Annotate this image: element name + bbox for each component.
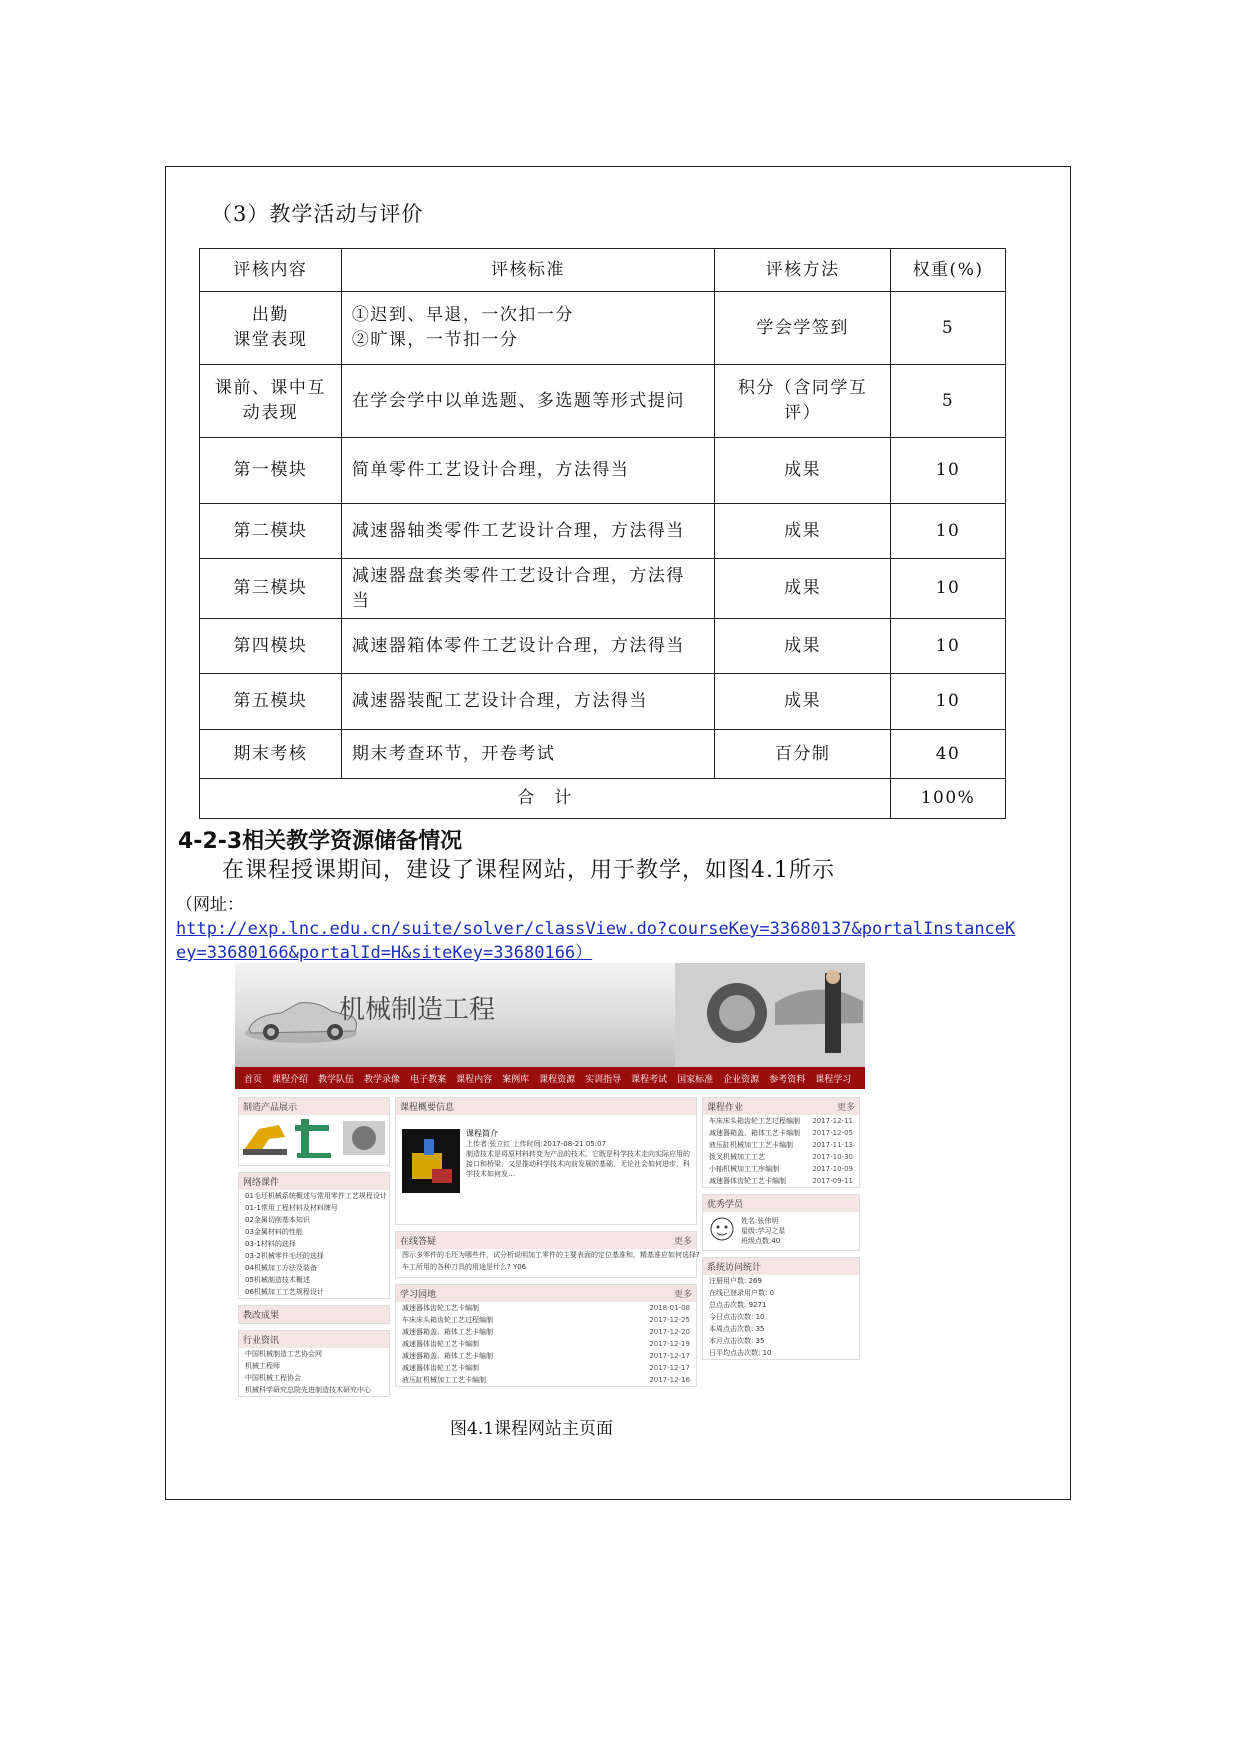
list-item-date: 2017-12-16 (649, 1376, 690, 1384)
assessment-weight-cell: 10 (891, 674, 1006, 730)
table-row (200, 619, 1006, 674)
intro-text: 制造技术是将原材料转变为产品的技术，它既是科学技术走向实际应用的接口和桥梁，又是推动科学技术向前发展的基础，无论社会如何进步，科学技术如何发… (466, 1150, 690, 1178)
assessment-standard-cell: 减速器盘套类零件工艺设计合理，方法得 当 (341, 559, 714, 619)
overview-panel (395, 1097, 697, 1225)
courseware-link[interactable]: 06机械加工工艺规程设计 (245, 1288, 324, 1296)
courseware-link[interactable]: 01毛坯机械系统概述与常用零件工艺规程设计 (245, 1192, 387, 1200)
stats-item[interactable]: 注册用户数: 269 (709, 1277, 762, 1285)
assessment-content-cell: 第三模块 (200, 559, 342, 619)
more-link[interactable]: 更多 (673, 1290, 692, 1300)
list-item-date: 2017-09-11 (812, 1177, 853, 1185)
industry-panel (238, 1330, 390, 1397)
assessment-weight-cell: 10 (891, 438, 1006, 504)
list-item-date: 2017-12-17 (649, 1352, 690, 1360)
panel-title: 教改成果 (243, 1311, 280, 1321)
total-weight: 100% (891, 779, 1006, 819)
qa-link[interactable]: 车工所用的各种刀具的用途是什么? Y06 (402, 1263, 527, 1271)
list-item-date: 2017-12-17 (649, 1364, 690, 1372)
assessment-weight-cell: 40 (891, 730, 1006, 779)
nav-item[interactable]: 教学队伍 (318, 1074, 355, 1085)
industry-link[interactable]: 中国机械工程协会 (245, 1374, 301, 1382)
assessment-weight-cell: 10 (891, 504, 1006, 559)
panel-title: 优秀学员 (707, 1200, 744, 1210)
more-link[interactable]: 更多 (673, 1237, 692, 1247)
assessment-method-cell: 成果 (715, 559, 891, 619)
list-item-title: 减速器体齿轮工艺卡编制 (709, 1177, 786, 1185)
list-item-date: 2017-12-11 (812, 1117, 853, 1125)
assessment-content-cell: 第四模块 (200, 619, 342, 674)
panel-title: 课程作业 (707, 1103, 744, 1113)
assessment-content-cell: 出勤 课堂表现 (200, 292, 342, 365)
stats-panel (702, 1257, 860, 1360)
homework-link[interactable] (703, 1139, 859, 1151)
header-cell: 评核内容 (200, 249, 342, 292)
assessment-standard-cell: 减速器轴类零件工艺设计合理，方法得当 (341, 504, 714, 559)
garden-link[interactable] (396, 1350, 696, 1362)
nav-item[interactable]: 参考资料 (769, 1074, 806, 1085)
stats-item[interactable]: 在线已登录用户数: 0 (709, 1289, 775, 1297)
assessment-method-cell: 成果 (715, 504, 891, 559)
assessment-method-cell: 百分制 (715, 730, 891, 779)
assessment-weight-cell: 10 (891, 559, 1006, 619)
table-row (200, 504, 1006, 559)
courseware-link[interactable]: 02金属切削基本知识 (245, 1216, 310, 1224)
header-cell: 评核标准 (341, 249, 714, 292)
intro-image (402, 1129, 460, 1193)
list-item-date: 2017-10-09 (812, 1165, 853, 1173)
assessment-standard-cell: 简单零件工艺设计合理，方法得当 (341, 438, 714, 504)
nav-item[interactable]: 实训指导 (585, 1074, 622, 1085)
students-panel (702, 1194, 860, 1251)
panel-title: 系统访问统计 (707, 1263, 762, 1273)
industry-link[interactable]: 中国机械制造工艺协会网 (245, 1350, 322, 1358)
courseware-panel (238, 1172, 390, 1299)
stats-item[interactable]: 本周点击次数: 35 (709, 1325, 765, 1333)
list-item-title: 减速器体齿轮工艺卡编制 (402, 1340, 479, 1348)
nav-item[interactable]: 课程学习 (815, 1074, 852, 1085)
nav-item[interactable]: 案例库 (502, 1074, 530, 1085)
list-item-title: 减速器箱盖、箱体工艺卡编制 (709, 1129, 800, 1137)
course-url-link[interactable]: http://exp.lnc.edu.cn/suite/solver/classView.do?courseKey=33680137&portalInstanceKey=33680166&portalId=H&siteKey=33680166） (176, 919, 1016, 963)
assessment-weight-cell: 10 (891, 619, 1006, 674)
assessment-standard-cell: ①迟到、早退，一次扣一分 ②旷课，一节扣一分 (341, 292, 714, 365)
homework-link[interactable] (703, 1163, 859, 1175)
list-item-date: 2017-12-05 (812, 1129, 853, 1137)
site-banner (235, 963, 865, 1067)
assessment-content-cell: 第五模块 (200, 674, 342, 730)
nav-item[interactable]: 课程内容 (456, 1074, 493, 1085)
header-cell: 权重(%) (891, 249, 1006, 292)
table-row (200, 438, 1006, 504)
list-item-title: 减速器体齿轮工艺卡编制 (402, 1304, 479, 1312)
garden-link[interactable] (396, 1314, 696, 1326)
products-panel (238, 1097, 390, 1166)
industry-link[interactable]: 机械科学研究总院先进制造技术研究中心 (245, 1386, 371, 1394)
middle-column (395, 1097, 700, 1393)
assessment-standard-cell: 期末考查环节，开卷考试 (341, 730, 714, 779)
assessment-method-cell: 学会学签到 (715, 292, 891, 365)
homework-link[interactable] (703, 1175, 859, 1187)
reform-panel (238, 1305, 390, 1324)
assessment-method-cell: 成果 (715, 619, 891, 674)
stats-item[interactable]: 总点击次数: 9271 (709, 1301, 767, 1309)
assessment-standard-cell: 减速器箱体零件工艺设计合理，方法得当 (341, 619, 714, 674)
nav-item[interactable]: 教学录像 (364, 1074, 401, 1085)
garden-link[interactable] (396, 1338, 696, 1350)
banner-collage-image (675, 963, 865, 1067)
list-item-title: 小轴机械加工工序编制 (709, 1165, 779, 1173)
student-name: 姓名:张伟明 (741, 1217, 779, 1225)
garden-panel (395, 1284, 697, 1387)
site-title: 机械制造工程 (339, 995, 496, 1025)
table-row (200, 365, 1006, 438)
table-total-row (200, 779, 1006, 819)
list-item-title: 减速器体齿轮工艺卡编制 (402, 1364, 479, 1372)
assessment-standard-cell: 减速器装配工艺设计合理，方法得当 (341, 674, 714, 730)
homework-link[interactable] (703, 1127, 859, 1139)
list-item-date: 2017-12-20 (649, 1328, 690, 1336)
student-avatar (709, 1216, 735, 1246)
assessment-standard-cell: 在学会学中以单选题、多选题等形式提问 (341, 365, 714, 438)
courseware-link[interactable]: 04机械加工方法及装备 (245, 1264, 317, 1272)
homework-link[interactable] (703, 1151, 859, 1163)
list-item-title: 液压缸机械加工工艺卡编制 (709, 1141, 793, 1149)
list-item-title: 车床床头箱齿轮工艺过程编制 (709, 1117, 800, 1125)
list-item-date: 2017-12-25 (649, 1316, 690, 1324)
list-item-title: 液压缸机械加工工艺卡编制 (402, 1376, 486, 1384)
garden-link[interactable] (396, 1362, 696, 1374)
nav-item[interactable]: 企业资源 (723, 1074, 760, 1085)
qa-link[interactable]: 图示多零件的毛坯为哪些件，试分析说明加工零件的主要表面的定位基准和，精基准应如何选择? (402, 1251, 700, 1259)
site-nav (235, 1067, 865, 1089)
assessment-content-cell: 第二模块 (200, 504, 342, 559)
table-row (200, 730, 1006, 779)
assessment-content-cell: 课前、课中互 动表现 (200, 365, 342, 438)
stats-item[interactable]: 本月点击次数: 35 (709, 1337, 765, 1345)
assessment-method-cell: 成果 (715, 438, 891, 504)
homework-link[interactable] (703, 1115, 859, 1127)
section-heading: 4-2-3相关教学资源储备情况 (178, 829, 463, 854)
panel-title: 学习园地 (400, 1290, 437, 1300)
total-label: 合 计 (200, 779, 891, 819)
right-column (702, 1097, 860, 1366)
stats-item[interactable]: 今日点击次数: 10 (709, 1313, 765, 1321)
section-title: （3）教学活动与评价 (211, 202, 424, 226)
paragraph: 在课程授课期间，建设了课程网站，用于教学，如图4.1所示 (222, 858, 835, 883)
intro-meta: 上传者:张立红 上传时间:2017-08-21 05:07 (466, 1140, 607, 1148)
table-header-row (200, 249, 1006, 292)
table-row (200, 292, 1006, 365)
nav-item[interactable]: 课程介绍 (272, 1074, 309, 1085)
nav-item[interactable]: 电子教案 (410, 1074, 447, 1085)
garden-link[interactable] (396, 1326, 696, 1338)
stats-item[interactable]: 日平均点击次数: 10 (709, 1349, 772, 1357)
student-score: 班级点数:40 (741, 1237, 781, 1245)
url-prefix: （网址： (176, 895, 244, 915)
homework-panel (702, 1097, 860, 1188)
panel-title: 网络课件 (243, 1178, 280, 1188)
assessment-content-cell: 第一模块 (200, 438, 342, 504)
list-item-date: 2017-11-13 (812, 1141, 853, 1149)
industry-link[interactable]: 机械工程师 (245, 1362, 280, 1370)
courseware-link[interactable]: 01-1常用工程材料及材料牌号 (245, 1204, 338, 1212)
nav-item[interactable]: 首页 (244, 1074, 263, 1085)
panel-title: 制造产品展示 (243, 1103, 298, 1113)
assessment-content-cell: 期末考核 (200, 730, 342, 779)
list-item-title: 车床床头箱齿轮工艺过程编制 (402, 1316, 493, 1324)
garden-link[interactable] (396, 1302, 696, 1314)
student-rank: 星级:学习之星 (741, 1227, 786, 1235)
list-item-date: 2018-01-08 (649, 1304, 690, 1312)
more-link[interactable]: 更多 (836, 1103, 855, 1113)
list-item-title: 拨叉机械加工工艺 (709, 1153, 765, 1161)
assessment-weight-cell: 5 (891, 292, 1006, 365)
intro-title: 课程简介 (466, 1129, 498, 1138)
courseware-link[interactable]: 03-2机械零件毛坯的选择 (245, 1252, 324, 1260)
courseware-link[interactable]: 05机械制造技术概述 (245, 1276, 310, 1284)
evaluation-table (199, 248, 1006, 819)
nav-item[interactable]: 国家标准 (677, 1074, 714, 1085)
list-item-date: 2017-10-30 (812, 1153, 853, 1161)
table-row (200, 674, 1006, 730)
panel-title: 在线答疑 (400, 1237, 437, 1247)
list-item-title: 减速器箱盖、箱体工艺卡编制 (402, 1328, 493, 1336)
nav-item[interactable]: 课程资源 (539, 1074, 576, 1085)
figure-caption: 图4.1课程网站主页面 (450, 1419, 614, 1439)
products-image (239, 1115, 389, 1161)
list-item-title: 减速器箱盖、箱体工艺卡编制 (402, 1352, 493, 1360)
courseware-link[interactable]: 03金属材料的性能 (245, 1228, 303, 1236)
course-site-screenshot (235, 963, 865, 1394)
left-column (238, 1097, 390, 1403)
panel-title: 行业资讯 (243, 1336, 280, 1346)
panel-title: 课程概要信息 (400, 1103, 455, 1113)
assessment-weight-cell: 5 (891, 365, 1006, 438)
qa-panel (395, 1231, 700, 1278)
header-cell: 评核方法 (715, 249, 891, 292)
list-item-date: 2017-12-19 (649, 1340, 690, 1348)
garden-link[interactable] (396, 1374, 696, 1386)
nav-item[interactable]: 课程考试 (631, 1074, 668, 1085)
assessment-method-cell: 积分（含同学互 评） (715, 365, 891, 438)
courseware-link[interactable]: 03-1材料的选择 (245, 1240, 296, 1248)
table-row (200, 559, 1006, 619)
assessment-method-cell: 成果 (715, 674, 891, 730)
